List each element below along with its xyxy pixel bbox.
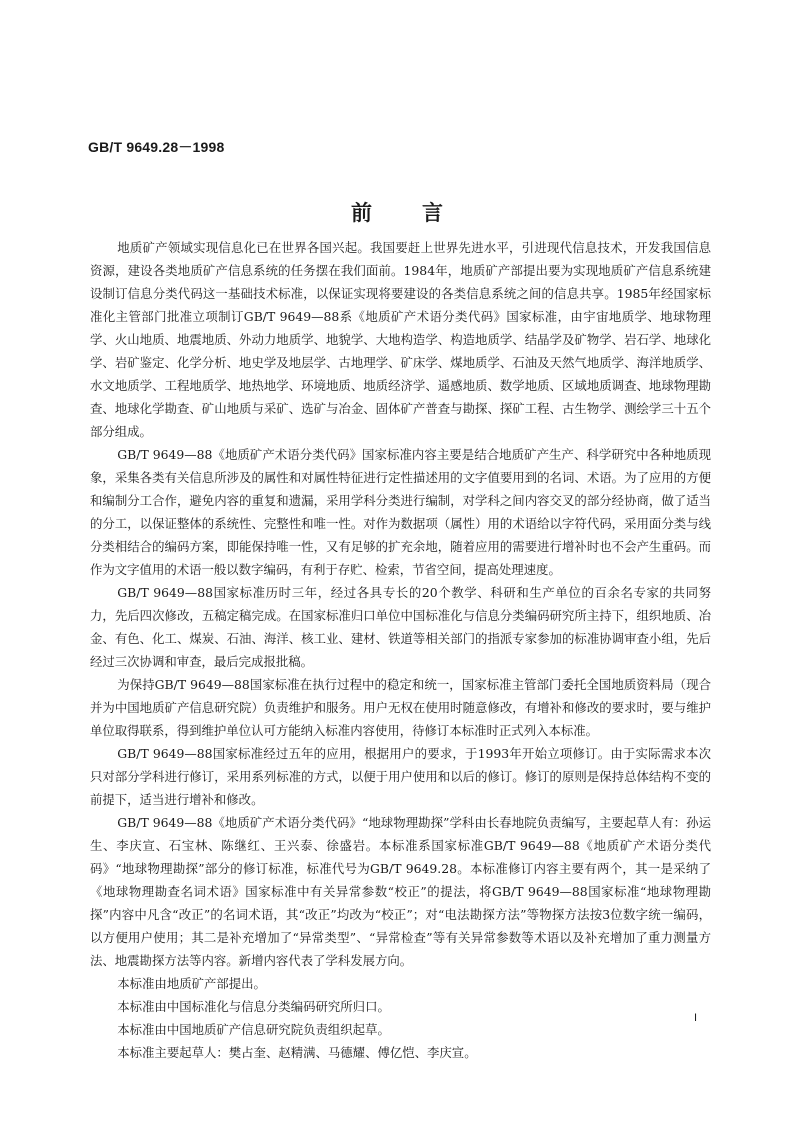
paragraph-organizer: 本标准由中国地质矿产信息研究院负责组织起草。	[117, 1022, 390, 1037]
paragraph-drafting: GB/T 9649—88国家标准历时三年，经过各具专长的20个教学、科研和生产单位的百余名专家的共同努力，先后四次修改，五稿定稿完成。在国家标准归口单位中国标准化与信息分类编码研究所主持下，组织地质、冶金、有色、化工、煤炭、石油、海洋、核工业、建材、铁道等相关部门的指派专家参加的标准协调审查小组，先后经过三次协调和审查，最后完成报批稿。	[90, 585, 711, 669]
page-number: I	[694, 1012, 698, 1024]
page-title: 前言	[351, 201, 493, 225]
document-body	[90, 236, 711, 1064]
paragraph-content: GB/T 9649—88《地质矿产术语分类代码》国家标准内容主要是结合地质矿产生产、科学研究中各种地质现象，采集各类有关信息所涉及的属性和对属性特征进行定性描述用的文字值要用到的名词、术语。为了应用的方便和编制分工合作，避免内容的重复和遗漏，采用学科分类进行编制，对学科之间内容交叉的部分经协商，做了适当的分工，以保证整体的系统性、完整性和唯一性。对作为数据项（属性）用的术语给以字符代码，采用面分类与线分类相结合的编码方案，即能保持唯一性，又有足够的扩充余地，随着应用的需要进行增补时也不会产生重码。而作为文字值用的术语一般以数字编码，有利于存贮、检索，节省空间，提高处理速度。	[90, 447, 711, 577]
paragraph-drafters: 本标准主要起草人：樊占奎、赵精满、马德耀、傅亿恺、李庆宣。	[117, 1045, 477, 1060]
paragraph-proposer: 本标准由地质矿产部提出。	[117, 976, 266, 991]
paragraph-geophysics: GB/T 9649—88《地质矿产术语分类代码》“地球物理勘探”学科由长春地院负责编写，主要起草人有：孙运生、李庆宣、石宝林、陈继红、王兴泰、徐盛岩。本标准系国家标准GB/T 9649—88《地质矿产术语分类代码》“地球物理勘探”部分的修订标准，标准代号为GB/T 9649.28。本标准修订内容主要有两个，其一是采纳了《地球物理勘查名词术语》国家标准中有关异常参数“校正”的提法，将GB/T 9649—88国家标准“地球物理勘探”内容中凡含“改正”的名词术语，其“改正”均改为“校正”；对“电法勘探方法”等物探方法按3位数字统一编码，以方便用户使用；其二是补充增加了“异常类型”、“异常检查”等有关异常参数等术语以及补充增加了重力测量方法、地震勘探方法等内容。新增内容代表了学科发展方向。	[90, 815, 711, 968]
paragraph-maintenance: 为保持GB/T 9649—88国家标准在执行过程中的稳定和统一，国家标准主管部门委托全国地质资料局（现合并为中国地质矿产信息研究院）负责维护和服务。用户无权在使用时随意修改，有增补和修改的要求时，要与维护单位取得联系，得到维护单位认可方能纳入标准内容使用，待修订本标准时正式列入本标准。	[90, 677, 711, 738]
standard-code: GB/T 9649.28－1998	[88, 139, 225, 155]
paragraph-background: 地质矿产领域实现信息化已在世界各国兴起。我国要赶上世界先进水平，引进现代信息技术，开发我国信息资源，建设各类地质矿产信息系统的任务摆在我们面前。1984年，地质矿产部提出要为实现地质矿产信息系统建设制订信息分类代码这一基础技术标准，以保证实现将要建设的各类信息系统之间的信息共享。1985年经国家标准化主管部门批准立项制订GB/T 9649—88系《地质矿产术语分类代码》国家标准，由宇宙地质学、地球物理学、火山地质、地震地质、外动力地质学、地貌学、大地构造学、构造地质学、结晶学及矿物学、岩石学、地球化学、岩矿鉴定、化学分析、地史学及地层学、古地理学、矿床学、煤地质学、石油及天然气地质学、海洋地质学、水文地质学、工程地质学、地热地学、环境地质、地质经济学、遥感地质、数学地质、区域地质调查、地球物理勘查、地球化学勘查、矿山地质与采矿、选矿与冶金、固体矿产普查与勘探、探矿工程、古生物学、测绘学三十五个部分组成。	[90, 240, 711, 439]
paragraph-administrator: 本标准由中国标准化与信息分类编码研究所归口。	[117, 999, 390, 1014]
paragraph-revision: GB/T 9649—88国家标准经过五年的应用，根据用户的要求，于1993年开始立项修订。由于实际需求本次只对部分学科进行修订，采用系列标准的方式，以便于用户使用和以后的修订。修订的原则是保持总体结构不变的前提下，适当进行增补和修改。	[90, 746, 711, 807]
